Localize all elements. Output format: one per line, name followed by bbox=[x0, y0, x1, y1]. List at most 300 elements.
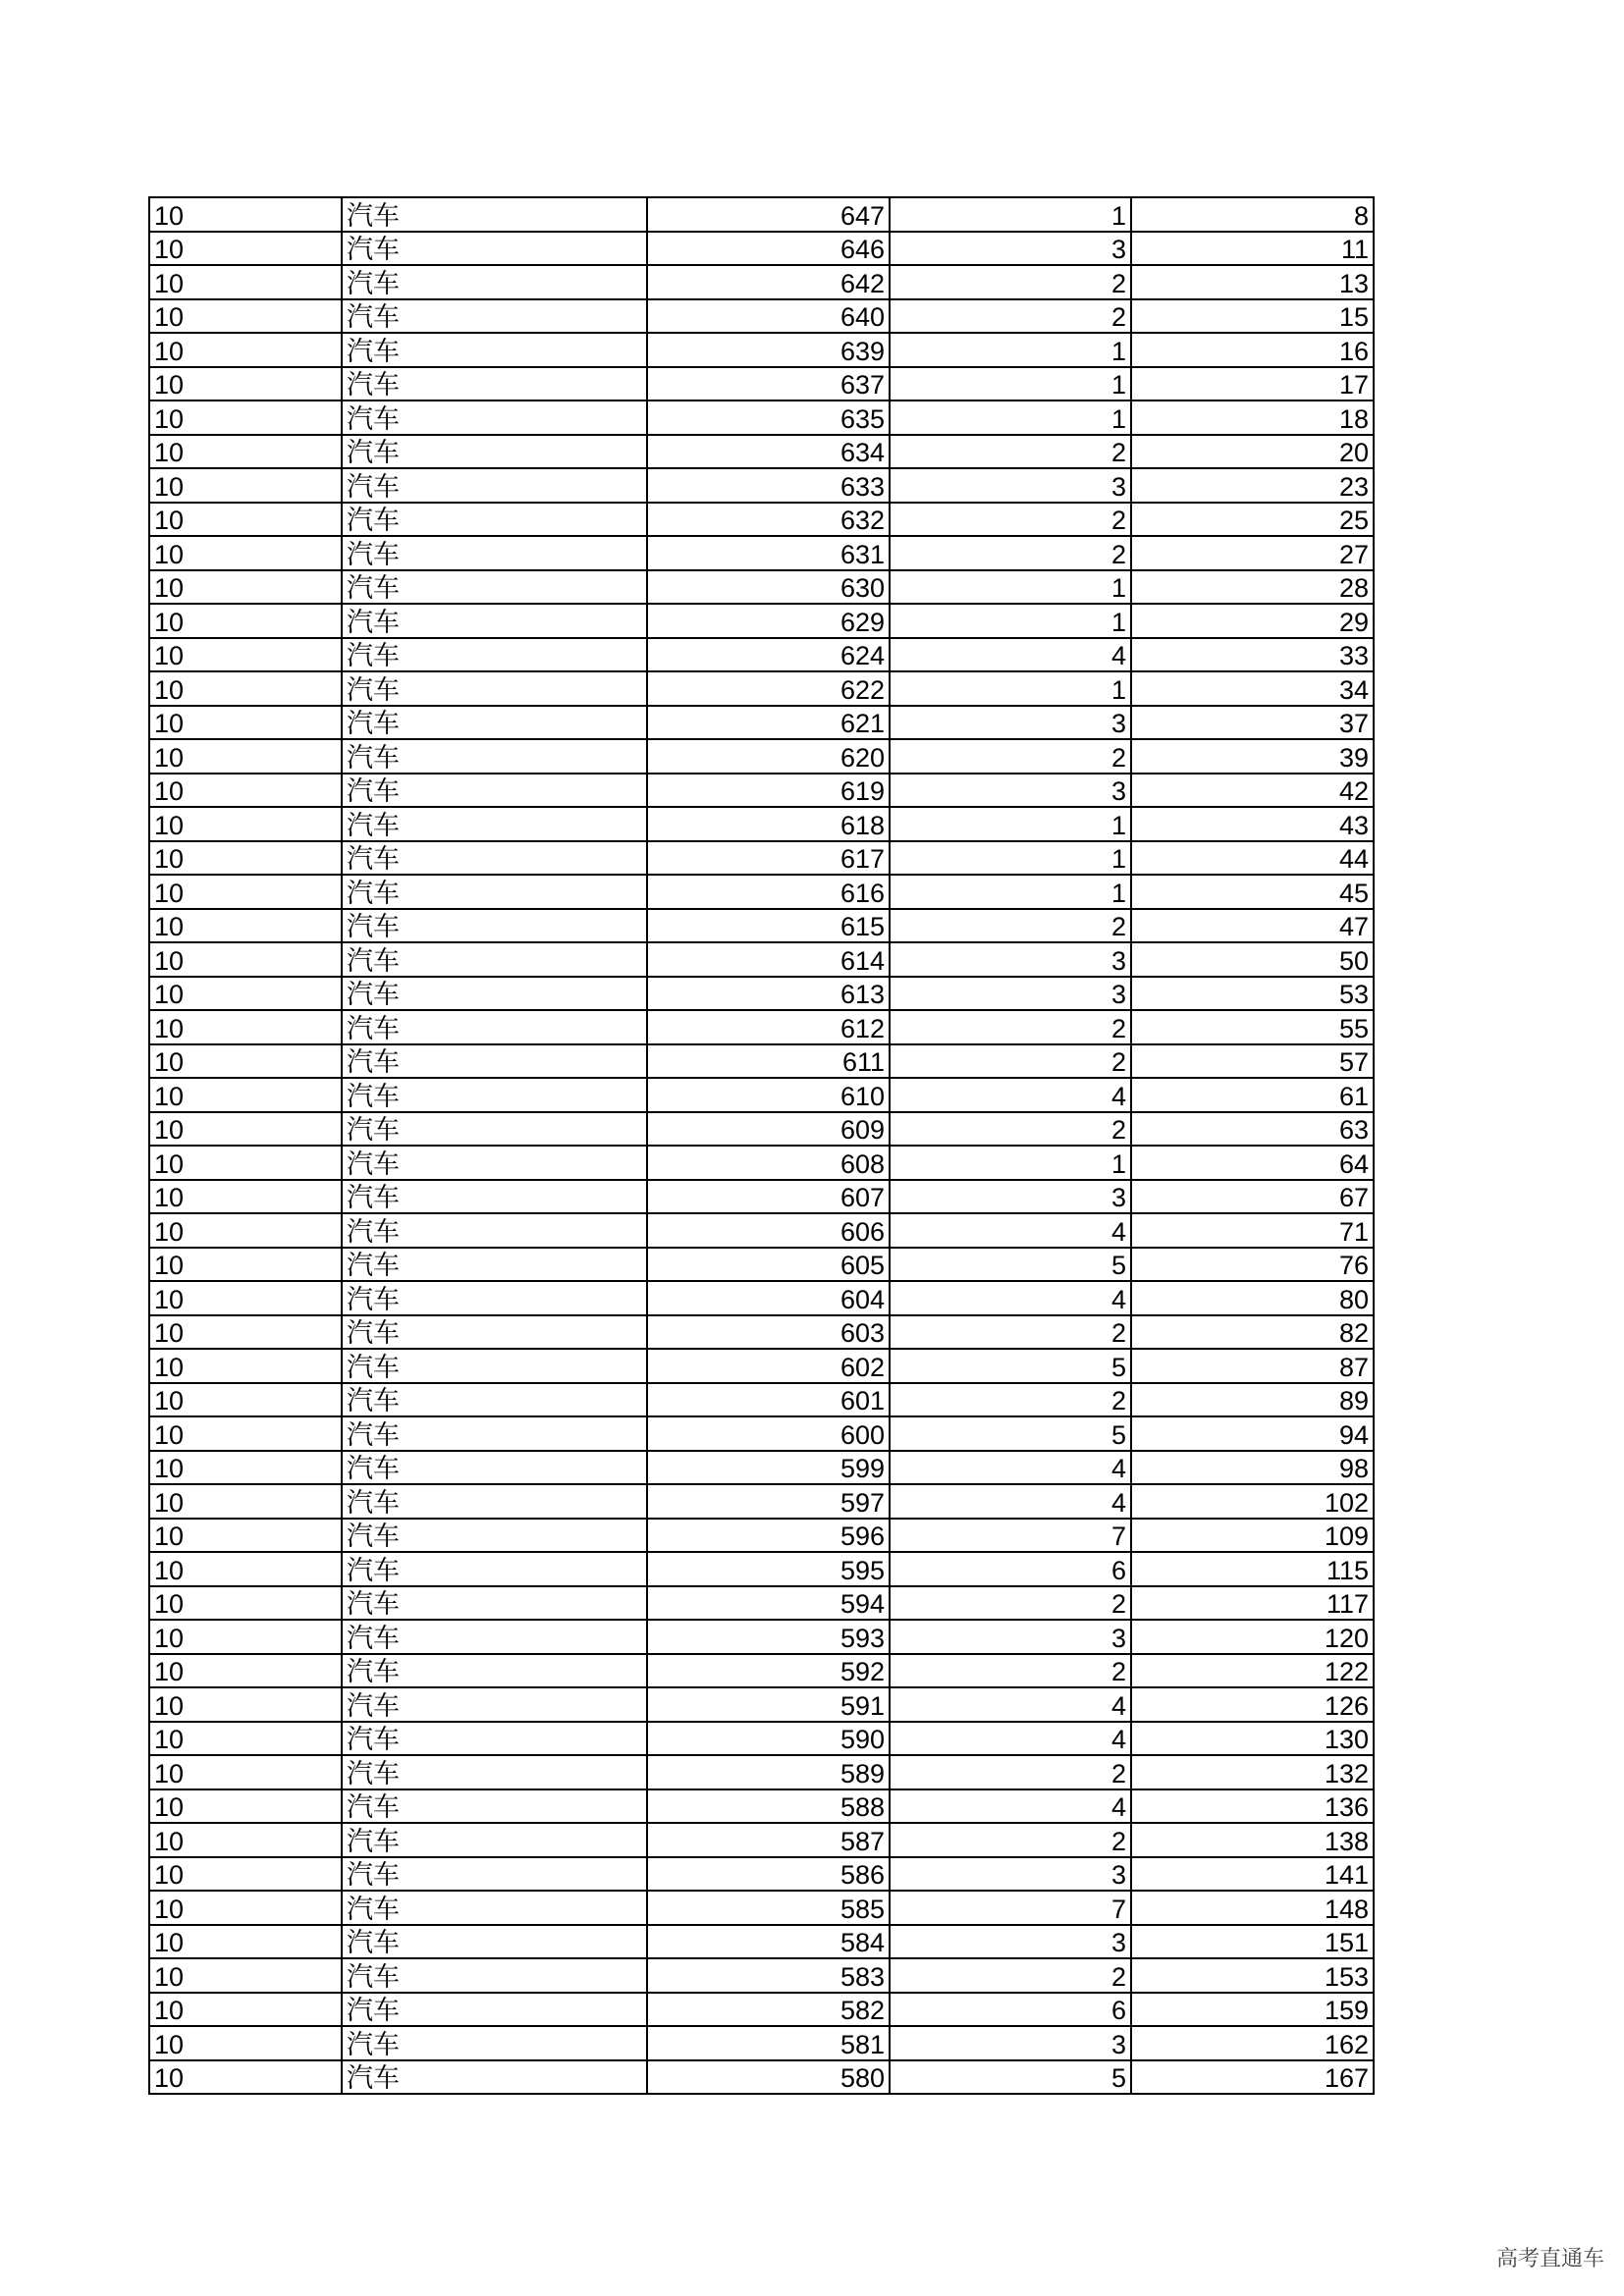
count-cell: 2 bbox=[890, 1383, 1131, 1417]
count-cell: 1 bbox=[890, 807, 1131, 841]
cumulative-cell: 20 bbox=[1131, 435, 1374, 469]
table-row bbox=[149, 1044, 1374, 1079]
score-cell: 602 bbox=[647, 1349, 890, 1383]
cumulative-cell: 102 bbox=[1131, 1484, 1374, 1519]
count-cell: 2 bbox=[890, 1010, 1131, 1044]
count-cell: 4 bbox=[890, 1078, 1131, 1112]
cumulative-cell: 34 bbox=[1131, 671, 1374, 706]
category-cell: 汽车 bbox=[342, 1789, 647, 1824]
score-cell: 624 bbox=[647, 638, 890, 672]
category-cell: 汽车 bbox=[342, 706, 647, 740]
score-cell: 622 bbox=[647, 671, 890, 706]
cumulative-cell: 47 bbox=[1131, 909, 1374, 943]
category-cell: 汽车 bbox=[342, 1857, 647, 1892]
count-cell: 3 bbox=[890, 2026, 1131, 2060]
cumulative-cell: 82 bbox=[1131, 1315, 1374, 1350]
table-row bbox=[149, 367, 1374, 401]
score-cell: 618 bbox=[647, 807, 890, 841]
table-row bbox=[149, 299, 1374, 334]
group-cell: 10 bbox=[149, 1519, 342, 1553]
count-cell: 4 bbox=[890, 1451, 1131, 1485]
category-cell: 汽车 bbox=[342, 1687, 647, 1722]
table-row bbox=[149, 1484, 1374, 1519]
group-cell: 10 bbox=[149, 671, 342, 706]
cumulative-cell: 55 bbox=[1131, 1010, 1374, 1044]
table-row bbox=[149, 638, 1374, 672]
score-cell: 601 bbox=[647, 1383, 890, 1417]
category-cell: 汽车 bbox=[342, 1248, 647, 1282]
category-cell: 汽车 bbox=[342, 1383, 647, 1417]
table-row bbox=[149, 232, 1374, 266]
cumulative-cell: 130 bbox=[1131, 1722, 1374, 1756]
score-table bbox=[148, 196, 1375, 2095]
group-cell: 10 bbox=[149, 400, 342, 435]
category-cell: 汽车 bbox=[342, 333, 647, 367]
count-cell: 1 bbox=[890, 197, 1131, 232]
table-row bbox=[149, 1349, 1374, 1383]
count-cell: 3 bbox=[890, 1620, 1131, 1654]
group-cell: 10 bbox=[149, 1180, 342, 1214]
count-cell: 2 bbox=[890, 435, 1131, 469]
count-cell: 6 bbox=[890, 1552, 1131, 1586]
category-cell: 汽车 bbox=[342, 400, 647, 435]
category-cell: 汽车 bbox=[342, 1755, 647, 1789]
score-cell: 613 bbox=[647, 977, 890, 1011]
count-cell: 3 bbox=[890, 468, 1131, 503]
category-cell: 汽车 bbox=[342, 1552, 647, 1586]
category-cell: 汽车 bbox=[342, 1044, 647, 1079]
score-cell: 595 bbox=[647, 1552, 890, 1586]
count-cell: 1 bbox=[890, 841, 1131, 876]
table-row bbox=[149, 1451, 1374, 1485]
table-row bbox=[149, 1958, 1374, 1993]
score-cell: 635 bbox=[647, 400, 890, 435]
table-row bbox=[149, 739, 1374, 774]
group-cell: 10 bbox=[149, 468, 342, 503]
group-cell: 10 bbox=[149, 232, 342, 266]
category-cell: 汽车 bbox=[342, 1213, 647, 1248]
group-cell: 10 bbox=[149, 503, 342, 537]
count-cell: 2 bbox=[890, 503, 1131, 537]
score-cell: 619 bbox=[647, 774, 890, 808]
count-cell: 4 bbox=[890, 1687, 1131, 1722]
category-cell: 汽车 bbox=[342, 1722, 647, 1756]
category-cell: 汽车 bbox=[342, 536, 647, 570]
category-cell: 汽车 bbox=[342, 1823, 647, 1857]
table-row bbox=[149, 1416, 1374, 1451]
group-cell: 10 bbox=[149, 2060, 342, 2095]
score-cell: 604 bbox=[647, 1281, 890, 1315]
count-cell: 5 bbox=[890, 1248, 1131, 1282]
table-row bbox=[149, 1823, 1374, 1857]
score-cell: 620 bbox=[647, 739, 890, 774]
score-cell: 582 bbox=[647, 1993, 890, 2027]
group-cell: 10 bbox=[149, 1857, 342, 1892]
score-cell: 612 bbox=[647, 1010, 890, 1044]
group-cell: 10 bbox=[149, 1552, 342, 1586]
cumulative-cell: 53 bbox=[1131, 977, 1374, 1011]
table-row bbox=[149, 2060, 1374, 2095]
score-cell: 640 bbox=[647, 299, 890, 334]
watermark-text: 高考直通车 bbox=[1495, 2247, 1604, 2271]
category-cell: 汽车 bbox=[342, 1654, 647, 1688]
group-cell: 10 bbox=[149, 1078, 342, 1112]
score-cell: 599 bbox=[647, 1451, 890, 1485]
table-row bbox=[149, 400, 1374, 435]
score-cell: 610 bbox=[647, 1078, 890, 1112]
table-row bbox=[149, 265, 1374, 299]
table-row bbox=[149, 671, 1374, 706]
category-cell: 汽车 bbox=[342, 1146, 647, 1180]
score-cell: 603 bbox=[647, 1315, 890, 1350]
group-cell: 10 bbox=[149, 1010, 342, 1044]
table-row bbox=[149, 841, 1374, 876]
cumulative-cell: 132 bbox=[1131, 1755, 1374, 1789]
cumulative-cell: 120 bbox=[1131, 1620, 1374, 1654]
group-cell: 10 bbox=[149, 1349, 342, 1383]
count-cell: 1 bbox=[890, 400, 1131, 435]
score-cell: 646 bbox=[647, 232, 890, 266]
score-cell: 592 bbox=[647, 1654, 890, 1688]
group-cell: 10 bbox=[149, 604, 342, 638]
score-cell: 629 bbox=[647, 604, 890, 638]
count-cell: 2 bbox=[890, 1315, 1131, 1350]
group-cell: 10 bbox=[149, 875, 342, 909]
group-cell: 10 bbox=[149, 1620, 342, 1654]
cumulative-cell: 33 bbox=[1131, 638, 1374, 672]
score-cell: 611 bbox=[647, 1044, 890, 1079]
cumulative-cell: 15 bbox=[1131, 299, 1374, 334]
cumulative-cell: 16 bbox=[1131, 333, 1374, 367]
group-cell: 10 bbox=[149, 367, 342, 401]
category-cell: 汽车 bbox=[342, 909, 647, 943]
score-cell: 580 bbox=[647, 2060, 890, 2095]
count-cell: 4 bbox=[890, 1484, 1131, 1519]
table-row bbox=[149, 1112, 1374, 1147]
cumulative-cell: 80 bbox=[1131, 1281, 1374, 1315]
score-cell: 600 bbox=[647, 1416, 890, 1451]
score-cell: 632 bbox=[647, 503, 890, 537]
cumulative-cell: 45 bbox=[1131, 875, 1374, 909]
score-cell: 584 bbox=[647, 1925, 890, 1959]
score-cell: 606 bbox=[647, 1213, 890, 1248]
count-cell: 1 bbox=[890, 1146, 1131, 1180]
category-cell: 汽车 bbox=[342, 875, 647, 909]
score-cell: 589 bbox=[647, 1755, 890, 1789]
score-cell: 588 bbox=[647, 1789, 890, 1824]
count-cell: 2 bbox=[890, 265, 1131, 299]
cumulative-cell: 167 bbox=[1131, 2060, 1374, 2095]
table-row bbox=[149, 435, 1374, 469]
cumulative-cell: 153 bbox=[1131, 1958, 1374, 1993]
category-cell: 汽车 bbox=[342, 1519, 647, 1553]
category-cell: 汽车 bbox=[342, 503, 647, 537]
group-cell: 10 bbox=[149, 1925, 342, 1959]
count-cell: 2 bbox=[890, 739, 1131, 774]
score-cell: 607 bbox=[647, 1180, 890, 1214]
table-row bbox=[149, 1722, 1374, 1756]
cumulative-cell: 71 bbox=[1131, 1213, 1374, 1248]
score-cell: 637 bbox=[647, 367, 890, 401]
count-cell: 2 bbox=[890, 299, 1131, 334]
cumulative-cell: 28 bbox=[1131, 570, 1374, 605]
count-cell: 2 bbox=[890, 1755, 1131, 1789]
table-row bbox=[149, 1010, 1374, 1044]
group-cell: 10 bbox=[149, 1823, 342, 1857]
cumulative-cell: 18 bbox=[1131, 400, 1374, 435]
table-row bbox=[149, 1993, 1374, 2027]
count-cell: 3 bbox=[890, 1857, 1131, 1892]
score-cell: 614 bbox=[647, 942, 890, 977]
group-cell: 10 bbox=[149, 774, 342, 808]
group-cell: 10 bbox=[149, 977, 342, 1011]
score-cell: 593 bbox=[647, 1620, 890, 1654]
score-cell: 634 bbox=[647, 435, 890, 469]
table-row bbox=[149, 807, 1374, 841]
count-cell: 1 bbox=[890, 671, 1131, 706]
group-cell: 10 bbox=[149, 197, 342, 232]
cumulative-cell: 98 bbox=[1131, 1451, 1374, 1485]
cumulative-cell: 109 bbox=[1131, 1519, 1374, 1553]
category-cell: 汽车 bbox=[342, 1891, 647, 1925]
score-cell: 585 bbox=[647, 1891, 890, 1925]
score-cell: 609 bbox=[647, 1112, 890, 1147]
group-cell: 10 bbox=[149, 435, 342, 469]
group-cell: 10 bbox=[149, 909, 342, 943]
category-cell: 汽车 bbox=[342, 774, 647, 808]
count-cell: 7 bbox=[890, 1891, 1131, 1925]
category-cell: 汽车 bbox=[342, 977, 647, 1011]
group-cell: 10 bbox=[149, 638, 342, 672]
table-row bbox=[149, 1213, 1374, 1248]
table-row bbox=[149, 468, 1374, 503]
cumulative-cell: 115 bbox=[1131, 1552, 1374, 1586]
count-cell: 2 bbox=[890, 536, 1131, 570]
group-cell: 10 bbox=[149, 1687, 342, 1722]
table-row bbox=[149, 570, 1374, 605]
table-row bbox=[149, 503, 1374, 537]
cumulative-cell: 27 bbox=[1131, 536, 1374, 570]
cumulative-cell: 64 bbox=[1131, 1146, 1374, 1180]
group-cell: 10 bbox=[149, 807, 342, 841]
category-cell: 汽车 bbox=[342, 807, 647, 841]
cumulative-cell: 39 bbox=[1131, 739, 1374, 774]
category-cell: 汽车 bbox=[342, 299, 647, 334]
table-row bbox=[149, 1315, 1374, 1350]
table-row bbox=[149, 1552, 1374, 1586]
count-cell: 4 bbox=[890, 1789, 1131, 1824]
table-row bbox=[149, 1281, 1374, 1315]
category-cell: 汽车 bbox=[342, 638, 647, 672]
score-cell: 647 bbox=[647, 197, 890, 232]
count-cell: 5 bbox=[890, 2060, 1131, 2095]
cumulative-cell: 126 bbox=[1131, 1687, 1374, 1722]
group-cell: 10 bbox=[149, 1383, 342, 1417]
score-cell: 639 bbox=[647, 333, 890, 367]
count-cell: 3 bbox=[890, 1180, 1131, 1214]
cumulative-cell: 37 bbox=[1131, 706, 1374, 740]
count-cell: 2 bbox=[890, 1654, 1131, 1688]
cumulative-cell: 42 bbox=[1131, 774, 1374, 808]
category-cell: 汽车 bbox=[342, 197, 647, 232]
group-cell: 10 bbox=[149, 1281, 342, 1315]
group-cell: 10 bbox=[149, 536, 342, 570]
table-row bbox=[149, 1586, 1374, 1621]
table-row bbox=[149, 1755, 1374, 1789]
score-cell: 594 bbox=[647, 1586, 890, 1621]
category-cell: 汽车 bbox=[342, 1078, 647, 1112]
category-cell: 汽车 bbox=[342, 1451, 647, 1485]
count-cell: 3 bbox=[890, 1925, 1131, 1959]
count-cell: 3 bbox=[890, 706, 1131, 740]
score-table-body bbox=[149, 197, 1374, 2094]
group-cell: 10 bbox=[149, 1484, 342, 1519]
cumulative-cell: 122 bbox=[1131, 1654, 1374, 1688]
group-cell: 10 bbox=[149, 1044, 342, 1079]
category-cell: 汽车 bbox=[342, 570, 647, 605]
count-cell: 1 bbox=[890, 570, 1131, 605]
count-cell: 1 bbox=[890, 875, 1131, 909]
count-cell: 2 bbox=[890, 909, 1131, 943]
table-row bbox=[149, 909, 1374, 943]
score-cell: 581 bbox=[647, 2026, 890, 2060]
count-cell: 3 bbox=[890, 977, 1131, 1011]
category-cell: 汽车 bbox=[342, 265, 647, 299]
cumulative-cell: 8 bbox=[1131, 197, 1374, 232]
group-cell: 10 bbox=[149, 841, 342, 876]
cumulative-cell: 117 bbox=[1131, 1586, 1374, 1621]
count-cell: 4 bbox=[890, 1281, 1131, 1315]
table-row bbox=[149, 1180, 1374, 1214]
count-cell: 2 bbox=[890, 1586, 1131, 1621]
cumulative-cell: 43 bbox=[1131, 807, 1374, 841]
table-row bbox=[149, 942, 1374, 977]
score-cell: 631 bbox=[647, 536, 890, 570]
score-cell: 617 bbox=[647, 841, 890, 876]
table-row bbox=[149, 333, 1374, 367]
category-cell: 汽车 bbox=[342, 367, 647, 401]
score-cell: 642 bbox=[647, 265, 890, 299]
count-cell: 4 bbox=[890, 1213, 1131, 1248]
group-cell: 10 bbox=[149, 1722, 342, 1756]
group-cell: 10 bbox=[149, 739, 342, 774]
count-cell: 2 bbox=[890, 1823, 1131, 1857]
category-cell: 汽车 bbox=[342, 1010, 647, 1044]
count-cell: 1 bbox=[890, 604, 1131, 638]
cumulative-cell: 57 bbox=[1131, 1044, 1374, 1079]
score-cell: 630 bbox=[647, 570, 890, 605]
cumulative-cell: 29 bbox=[1131, 604, 1374, 638]
category-cell: 汽车 bbox=[342, 739, 647, 774]
count-cell: 2 bbox=[890, 1112, 1131, 1147]
count-cell: 2 bbox=[890, 1044, 1131, 1079]
table-row bbox=[149, 1925, 1374, 1959]
category-cell: 汽车 bbox=[342, 1993, 647, 2027]
count-cell: 1 bbox=[890, 333, 1131, 367]
cumulative-cell: 76 bbox=[1131, 1248, 1374, 1282]
group-cell: 10 bbox=[149, 1789, 342, 1824]
category-cell: 汽车 bbox=[342, 1315, 647, 1350]
count-cell: 3 bbox=[890, 232, 1131, 266]
cumulative-cell: 25 bbox=[1131, 503, 1374, 537]
cumulative-cell: 63 bbox=[1131, 1112, 1374, 1147]
cumulative-cell: 44 bbox=[1131, 841, 1374, 876]
table-row bbox=[149, 1687, 1374, 1722]
category-cell: 汽车 bbox=[342, 1620, 647, 1654]
table-row bbox=[149, 1146, 1374, 1180]
table-row bbox=[149, 1654, 1374, 1688]
group-cell: 10 bbox=[149, 1891, 342, 1925]
score-cell: 591 bbox=[647, 1687, 890, 1722]
count-cell: 6 bbox=[890, 1993, 1131, 2027]
cumulative-cell: 87 bbox=[1131, 1349, 1374, 1383]
cumulative-cell: 17 bbox=[1131, 367, 1374, 401]
category-cell: 汽车 bbox=[342, 1586, 647, 1621]
category-cell: 汽车 bbox=[342, 468, 647, 503]
group-cell: 10 bbox=[149, 1451, 342, 1485]
table-row bbox=[149, 875, 1374, 909]
table-row bbox=[149, 1383, 1374, 1417]
cumulative-cell: 13 bbox=[1131, 265, 1374, 299]
category-cell: 汽车 bbox=[342, 604, 647, 638]
score-cell: 583 bbox=[647, 1958, 890, 1993]
cumulative-cell: 141 bbox=[1131, 1857, 1374, 1892]
score-cell: 616 bbox=[647, 875, 890, 909]
group-cell: 10 bbox=[149, 1315, 342, 1350]
cumulative-cell: 151 bbox=[1131, 1925, 1374, 1959]
category-cell: 汽车 bbox=[342, 841, 647, 876]
group-cell: 10 bbox=[149, 570, 342, 605]
table-row bbox=[149, 774, 1374, 808]
group-cell: 10 bbox=[149, 1416, 342, 1451]
score-cell: 596 bbox=[647, 1519, 890, 1553]
table-row bbox=[149, 1891, 1374, 1925]
count-cell: 4 bbox=[890, 638, 1131, 672]
category-cell: 汽车 bbox=[342, 2060, 647, 2095]
category-cell: 汽车 bbox=[342, 1281, 647, 1315]
count-cell: 5 bbox=[890, 1349, 1131, 1383]
group-cell: 10 bbox=[149, 1112, 342, 1147]
score-cell: 597 bbox=[647, 1484, 890, 1519]
table-row bbox=[149, 604, 1374, 638]
category-cell: 汽车 bbox=[342, 232, 647, 266]
category-cell: 汽车 bbox=[342, 2026, 647, 2060]
score-cell: 615 bbox=[647, 909, 890, 943]
cumulative-cell: 138 bbox=[1131, 1823, 1374, 1857]
score-cell: 633 bbox=[647, 468, 890, 503]
table-row bbox=[149, 706, 1374, 740]
group-cell: 10 bbox=[149, 1993, 342, 2027]
category-cell: 汽车 bbox=[342, 435, 647, 469]
score-cell: 621 bbox=[647, 706, 890, 740]
category-cell: 汽车 bbox=[342, 1416, 647, 1451]
count-cell: 1 bbox=[890, 367, 1131, 401]
group-cell: 10 bbox=[149, 706, 342, 740]
cumulative-cell: 11 bbox=[1131, 232, 1374, 266]
table-row bbox=[149, 977, 1374, 1011]
group-cell: 10 bbox=[149, 1586, 342, 1621]
count-cell: 4 bbox=[890, 1722, 1131, 1756]
table-row bbox=[149, 1078, 1374, 1112]
table-row bbox=[149, 1620, 1374, 1654]
cumulative-cell: 67 bbox=[1131, 1180, 1374, 1214]
group-cell: 10 bbox=[149, 1146, 342, 1180]
count-cell: 5 bbox=[890, 1416, 1131, 1451]
group-cell: 10 bbox=[149, 265, 342, 299]
group-cell: 10 bbox=[149, 1248, 342, 1282]
cumulative-cell: 94 bbox=[1131, 1416, 1374, 1451]
category-cell: 汽车 bbox=[342, 1180, 647, 1214]
